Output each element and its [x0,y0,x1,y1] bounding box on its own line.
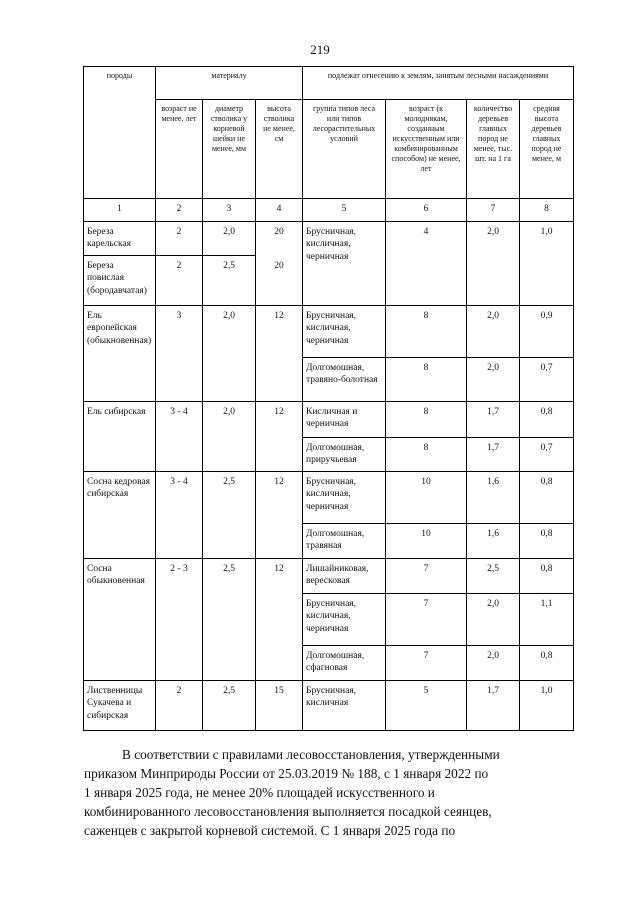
young-age-cell: 7 [386,559,467,594]
tree-count-cell: 2,0 [467,222,520,306]
paragraph-line: В соответствии с правилами лесовосстановления, утвержденными [122,747,500,762]
height-cell: 12 [256,402,303,472]
young-age-cell: 8 [386,358,467,402]
header-row-1 [84,67,574,100]
age-cell: 2 [156,256,203,306]
young-age-cell: 8 [386,306,467,358]
tree-count-cell: 2,0 [467,358,520,402]
diameter-cell: 2,0 [203,306,256,402]
table-row [84,472,574,524]
tree-count-cell: 2,5 [467,559,520,594]
tree-count-cell: 1,6 [467,472,520,524]
age-cell: 3 [156,306,203,402]
height-cell: 20 [256,256,303,306]
forest-type-cell: Долгомошная, травяная [303,524,386,559]
header-row-2 [84,100,574,199]
column-number: 5 [303,199,386,222]
average-height-cell: 0,7 [520,438,574,472]
column-number: 4 [256,199,303,222]
age-cell: 2 [156,681,203,731]
average-height-cell: 0,9 [520,306,574,358]
young-age-cell: 10 [386,472,467,524]
age-cell: 2 - 3 [156,559,203,681]
age-cell: 3 - 4 [156,402,203,472]
paragraph-line: приказом Минприроды России от 25.03.2019 № 188, с 1 января 2022 по [84,766,489,781]
paragraph-line: саженцев с закрытой корневой системой. С 1 января 2025 года по [84,823,456,838]
height-cell: 12 [256,306,303,402]
paragraph-line: 1 января 2025 года, не менее 20% площадей искусственного и [84,785,435,800]
forest-type-cell: Долгомошная, сфагновая [303,646,386,681]
header-forest-lands: подлежат отнесению к землям, занятым лесными насаждениями [303,67,574,100]
table-row [84,306,574,358]
average-height-cell: 0,8 [520,524,574,559]
header-height: высота стволика не менее, см [256,100,303,199]
forest-regeneration-table [83,66,574,731]
forest-type-cell: Брусничная, кисличная, черничная [303,222,386,306]
age-cell: 3 - 4 [156,472,203,559]
average-height-cell: 0,8 [520,559,574,594]
young-age-cell: 4 [386,222,467,306]
forest-type-cell: Брусничная, кисличная, черничная [303,306,386,358]
height-cell: 20 [256,222,303,256]
column-number: 3 [203,199,256,222]
diameter-cell: 2,5 [203,472,256,559]
age-cell: 2 [156,222,203,256]
height-cell: 12 [256,559,303,681]
tree-count-cell: 1,7 [467,402,520,438]
breed-cell: Ель сибирская [84,402,156,472]
column-number: 1 [84,199,156,222]
breed-cell: Ель европейская (обыкновенная) [84,306,156,402]
diameter-cell: 2,5 [203,559,256,681]
average-height-cell: 0,8 [520,646,574,681]
tree-count-cell: 2,0 [467,594,520,646]
diameter-cell: 2,0 [203,222,256,256]
height-cell: 15 [256,681,303,731]
paragraph-line: комбинированного лесовосстановления выполняется посадкой сеянцев, [84,804,492,819]
column-number: 6 [386,199,467,222]
young-age-cell: 8 [386,438,467,472]
tree-count-cell: 2,0 [467,646,520,681]
average-height-cell: 1,0 [520,222,574,306]
diameter-cell: 2,5 [203,256,256,306]
young-age-cell: 8 [386,402,467,438]
page-number: 219 [310,42,330,57]
table-row [84,222,574,256]
column-number: 8 [520,199,574,222]
header-forest-type-group: группа типов леса или типов лесорастительных условий [303,100,386,199]
forest-type-cell: Кисличная и черничная [303,402,386,438]
young-age-cell: 7 [386,594,467,646]
header-age: возраст не менее, лет [156,100,203,199]
header-material: материалу [156,67,303,100]
average-height-cell: 0,8 [520,402,574,438]
diameter-cell: 2,0 [203,402,256,472]
breed-cell: Сосна кедровая сибирская [84,472,156,559]
table-row [84,681,574,731]
forest-type-cell: Долгомошная, приручьевая [303,438,386,472]
forest-type-cell: Брусничная, кисличная, черничная [303,472,386,524]
header-breed: породы [84,67,156,199]
tree-count-cell: 1,6 [467,524,520,559]
breed-cell: Сосна обыкновенная [84,559,156,681]
forest-type-cell: Брусничная, кисличная [303,681,386,731]
column-number-row [84,199,574,222]
breed-cell: Лиственницы Сукачева и сибирская [84,681,156,731]
body-paragraph [84,745,573,840]
breed-cell: Береза повислая (бородавчатая) [84,256,156,306]
forest-type-cell: Лишайниковая, вересковая [303,559,386,594]
forest-type-cell: Брусничная, кисличная, черничная [303,594,386,646]
diameter-cell: 2,5 [203,681,256,731]
average-height-cell: 1,1 [520,594,574,646]
average-height-cell: 0,7 [520,358,574,402]
average-height-cell: 0,8 [520,472,574,524]
tree-count-cell: 1,7 [467,438,520,472]
breed-cell: Береза карельская [84,222,156,256]
height-cell: 12 [256,472,303,559]
young-age-cell: 7 [386,646,467,681]
table-row [84,402,574,438]
forest-type-cell: Долгомошная, травяно-болотная [303,358,386,402]
tree-count-cell: 1,7 [467,681,520,731]
young-age-cell: 5 [386,681,467,731]
header-diameter: диаметр стволика у корневой шейки не менее, мм [203,100,256,199]
young-age-cell: 10 [386,524,467,559]
average-height-cell: 1,0 [520,681,574,731]
tree-count-cell: 2,0 [467,306,520,358]
table-row [84,559,574,594]
column-number: 7 [467,199,520,222]
column-number: 2 [156,199,203,222]
header-tree-count: количество деревьев главных пород не менее, тыс. шт. на 1 га [467,100,520,199]
header-young-age: возраст (к молоднякам, созданным искусственным или комбинированным способом) не менее, лет [386,100,467,199]
header-average-height: средняя высота деревьев главных пород не менее, м [520,100,574,199]
